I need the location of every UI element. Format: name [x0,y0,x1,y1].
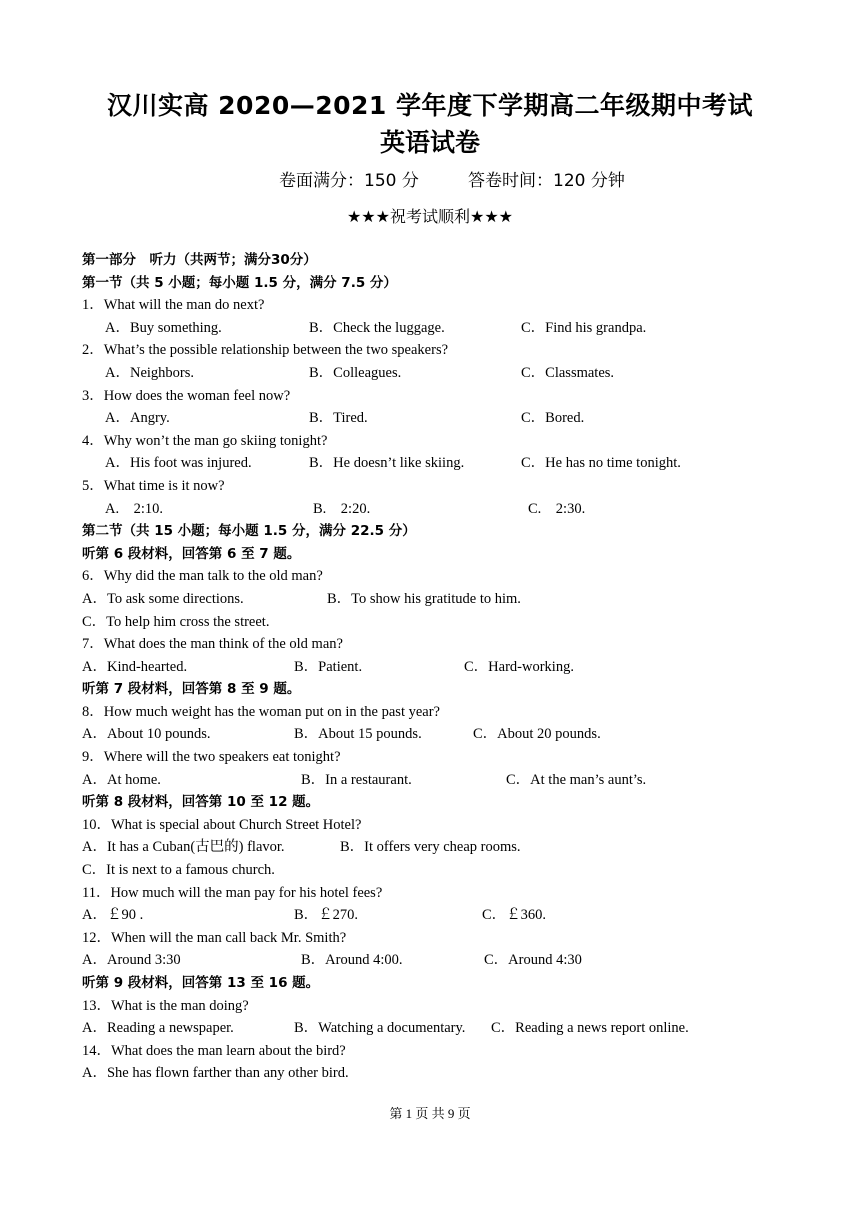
question-10-options-ab [82,836,782,859]
material-8-heading: 听第 8 段材料，回答第 10 至 12 题。 [82,794,320,811]
question-1-options [82,317,782,340]
question-8: 8．How much weight has the woman put on in the past year? [82,703,440,720]
question-5-options [82,498,782,521]
question-3: 3．How does the woman feel now? [82,387,291,404]
option-b: B．￡270. [294,907,359,924]
option-c: C．Find his grandpa. [521,319,647,336]
option-a: A．￡90 . [82,907,144,924]
option-b: B. 2:20. [313,500,371,517]
question-14: 14．What does the man learn about the bird? [82,1042,346,1059]
option-a: A．Around 3:30 [82,952,181,969]
exam-time: 答卷时间：120 分钟 [468,171,625,191]
option-a: A．Angry. [105,410,170,427]
question-1: 1．What will the man do next? [82,297,265,314]
section2-heading: 第二节（共 15 小题；每小题 1.5 分，满分 22.5 分） [82,523,416,540]
question-6: 6．Why did the man talk to the old man? [82,568,323,585]
option-b: B．Colleagues. [309,364,402,381]
question-13-options [82,1017,782,1040]
question-12-options [82,949,782,972]
option-c: C．Bored. [521,410,585,427]
question-4: 4．Why won’t the man go skiing tonight? [82,432,328,449]
question-2: 2．What’s the possible relationship between the two speakers? [82,342,449,359]
question-6-options-ab [82,588,782,611]
option-c: C．Reading a news report online. [491,1020,689,1037]
option-a: A．Reading a newspaper. [82,1020,234,1037]
question-13: 13．What is the man doing? [82,997,249,1014]
option-c: C．Classmates. [521,364,615,381]
option-a: A．She has flown farther than any other bird. [82,1065,349,1082]
option-a: A．His foot was injured. [105,455,252,472]
option-b: B．About 15 pounds. [294,726,422,743]
option-b: B．Check the luggage. [309,319,445,336]
good-luck-line: ★★★祝考试顺利★★★ [346,207,514,226]
option-a: A．Neighbors. [105,364,195,381]
option-b: B．Patient. [294,658,363,675]
question-2-options [82,362,782,385]
option-a: A．About 10 pounds. [82,726,211,743]
listening-section [82,249,782,1085]
option-c: C. 2:30. [528,500,586,517]
question-10: 10．What is special about Church Street Hotel? [82,816,362,833]
question-11: 11．How much will the man pay for his hotel fees? [82,884,383,901]
option-c: C．Hard-working. [464,658,574,675]
question-10-options-c [82,859,782,882]
option-b: B．In a restaurant. [301,771,412,788]
question-6-options-c [82,611,782,634]
question-7-options [82,656,782,679]
option-b: B．Tired. [309,410,368,427]
question-14-options [82,1062,782,1085]
question-9: 9．Where will the two speakers eat tonight? [82,749,341,766]
question-11-options [82,904,782,927]
option-c: C．￡360. [482,907,547,924]
option-c: C．To help him cross the street. [82,613,270,630]
option-c: C．At the man’s aunt’s. [506,771,647,788]
question-12: 12．When will the man call back Mr. Smith? [82,929,347,946]
part1-heading: 第一部分 听力（共两节；满分30分） [82,252,317,268]
option-a: A．Buy something. [105,319,222,336]
option-c: C．About 20 pounds. [473,726,601,743]
question-8-options [82,723,782,746]
option-a: A．It has a Cuban(古巴的) flavor. [82,839,285,856]
option-b: B．It offers very cheap rooms. [340,839,521,856]
option-b: B．Watching a documentary. [294,1020,466,1037]
question-9-options [82,769,782,792]
question-7: 7．What does the man think of the old man? [82,636,343,653]
question-4-options [82,452,782,475]
material-6-heading: 听第 6 段材料，回答第 6 至 7 题。 [82,545,301,562]
question-5: 5．What time is it now? [82,477,225,494]
option-b: B．He doesn’t like skiing. [309,455,465,472]
exam-subtitle: 英语试卷 [379,128,480,157]
full-score: 卷面满分：150 分 [279,171,419,191]
option-c: C．It is next to a famous church. [82,862,275,879]
option-a: A．At home. [82,771,161,788]
section1-heading: 第一节（共 5 小题；每小题 1.5 分，满分 7.5 分） [82,274,397,291]
question-3-options [82,407,782,430]
option-a: A．Kind-hearted. [82,658,188,675]
option-a: A．To ask some directions. [82,590,244,607]
exam-title: 汉川实高 2020—2021 学年度下学期高二年级期中考试 [106,91,754,120]
page-number: 第 1 页 共 9 页 [389,1106,471,1121]
option-b: B．To show his gratitude to him. [327,590,521,607]
option-a: A. 2:10. [105,500,163,517]
material-7-heading: 听第 7 段材料，回答第 8 至 9 题。 [82,681,301,698]
option-c: C．He has no time tonight. [521,455,681,472]
option-c: C．Around 4:30 [484,952,582,969]
material-9-heading: 听第 9 段材料，回答第 13 至 16 题。 [82,975,320,991]
option-b: B．Around 4:00. [301,952,403,969]
